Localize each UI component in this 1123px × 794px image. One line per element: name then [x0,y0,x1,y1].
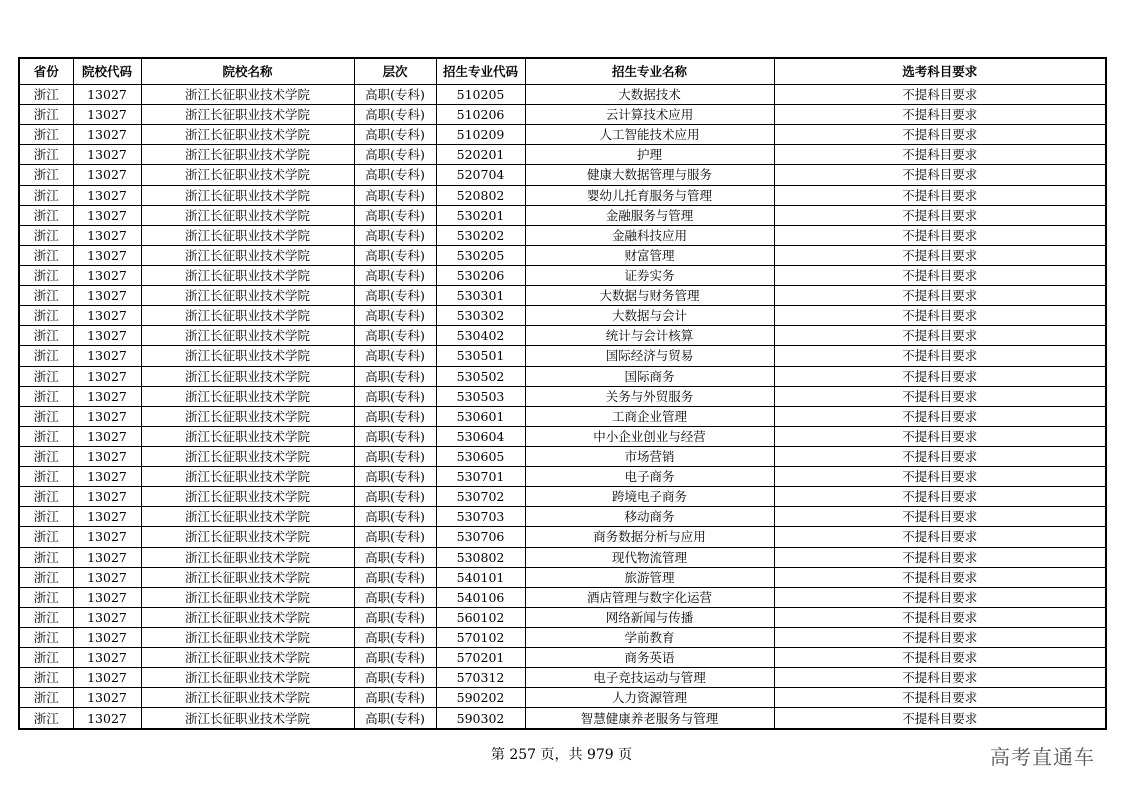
cell-school-code: 13027 [73,567,141,587]
cell-school-code: 13027 [73,627,141,647]
table-row [19,406,1106,426]
cell-major-name: 跨境电子商务 [525,487,774,507]
cell-school-code: 13027 [73,185,141,205]
cell-school-name: 浙江长征职业技术学院 [141,627,354,647]
cell-major-name: 人工智能技术应用 [525,125,774,145]
cell-subject-requirement: 不提科目要求 [774,567,1106,587]
table-row [19,446,1106,466]
cell-province: 浙江 [19,487,73,507]
cell-subject-requirement: 不提科目要求 [774,668,1106,688]
cell-major-code: 530601 [436,406,525,426]
cell-school-code: 13027 [73,165,141,185]
cell-major-code: 570201 [436,648,525,668]
cell-subject-requirement: 不提科目要求 [774,85,1106,105]
cell-major-code: 530706 [436,527,525,547]
table-row [19,205,1106,225]
table-row [19,286,1106,306]
cell-school-name: 浙江长征职业技术学院 [141,85,354,105]
table-row [19,587,1106,607]
cell-subject-requirement: 不提科目要求 [774,386,1106,406]
cell-major-name: 关务与外贸服务 [525,386,774,406]
cell-major-name: 大数据与财务管理 [525,286,774,306]
cell-subject-requirement: 不提科目要求 [774,648,1106,668]
cell-school-name: 浙江长征职业技术学院 [141,587,354,607]
cell-province: 浙江 [19,668,73,688]
table-row [19,105,1106,125]
cell-school-code: 13027 [73,487,141,507]
cell-school-code: 13027 [73,245,141,265]
cell-level: 高职(专科) [354,467,436,487]
cell-major-code: 530604 [436,426,525,446]
cell-school-name: 浙江长征职业技术学院 [141,366,354,386]
cell-school-code: 13027 [73,446,141,466]
cell-major-name: 网络新闻与传播 [525,607,774,627]
cell-school-name: 浙江长征职业技术学院 [141,406,354,426]
table-row [19,547,1106,567]
cell-province: 浙江 [19,648,73,668]
cell-level: 高职(专科) [354,145,436,165]
cell-level: 高职(专科) [354,165,436,185]
cell-school-name: 浙江长征职业技术学院 [141,607,354,627]
cell-level: 高职(专科) [354,286,436,306]
cell-level: 高职(专科) [354,185,436,205]
cell-school-name: 浙江长征职业技术学院 [141,125,354,145]
table-row [19,366,1106,386]
cell-major-code: 530701 [436,467,525,487]
cell-school-name: 浙江长征职业技术学院 [141,185,354,205]
cell-major-name: 商务英语 [525,648,774,668]
cell-subject-requirement: 不提科目要求 [774,185,1106,205]
table-row [19,507,1106,527]
cell-school-code: 13027 [73,426,141,446]
cell-major-name: 金融科技应用 [525,225,774,245]
cell-major-code: 540106 [436,587,525,607]
cell-level: 高职(专科) [354,547,436,567]
cell-province: 浙江 [19,567,73,587]
cell-level: 高职(专科) [354,346,436,366]
cell-school-name: 浙江长征职业技术学院 [141,165,354,185]
cell-school-name: 浙江长征职业技术学院 [141,708,354,729]
cell-subject-requirement: 不提科目要求 [774,326,1106,346]
cell-school-name: 浙江长征职业技术学院 [141,648,354,668]
cell-province: 浙江 [19,326,73,346]
cell-school-code: 13027 [73,406,141,426]
cell-school-code: 13027 [73,125,141,145]
cell-school-name: 浙江长征职业技术学院 [141,446,354,466]
cell-subject-requirement: 不提科目要求 [774,346,1106,366]
cell-major-code: 530605 [436,446,525,466]
cell-school-name: 浙江长征职业技术学院 [141,426,354,446]
cell-level: 高职(专科) [354,607,436,627]
cell-province: 浙江 [19,527,73,547]
cell-major-code: 520802 [436,185,525,205]
cell-school-name: 浙江长征职业技术学院 [141,286,354,306]
cell-major-code: 510205 [436,85,525,105]
cell-province: 浙江 [19,286,73,306]
cell-major-code: 590302 [436,708,525,729]
cell-level: 高职(专科) [354,386,436,406]
cell-major-name: 工商企业管理 [525,406,774,426]
cell-major-name: 智慧健康养老服务与管理 [525,708,774,729]
cell-major-code: 570102 [436,627,525,647]
cell-major-name: 证券实务 [525,265,774,285]
cell-level: 高职(专科) [354,225,436,245]
cell-school-code: 13027 [73,668,141,688]
cell-major-code: 530205 [436,245,525,265]
cell-level: 高职(专科) [354,648,436,668]
cell-province: 浙江 [19,627,73,647]
cell-subject-requirement: 不提科目要求 [774,225,1106,245]
cell-major-name: 统计与会计核算 [525,326,774,346]
cell-province: 浙江 [19,607,73,627]
cell-school-name: 浙江长征职业技术学院 [141,547,354,567]
cell-major-code: 510209 [436,125,525,145]
cell-school-name: 浙江长征职业技术学院 [141,105,354,125]
cell-level: 高职(专科) [354,85,436,105]
cell-school-code: 13027 [73,648,141,668]
cell-subject-requirement: 不提科目要求 [774,165,1106,185]
cell-province: 浙江 [19,225,73,245]
cell-subject-requirement: 不提科目要求 [774,105,1106,125]
header-school-code: 院校代码 [73,58,141,85]
cell-school-code: 13027 [73,326,141,346]
cell-school-name: 浙江长征职业技术学院 [141,487,354,507]
cell-major-name: 移动商务 [525,507,774,527]
cell-level: 高职(专科) [354,487,436,507]
table-row [19,426,1106,446]
cell-major-code: 570312 [436,668,525,688]
cell-province: 浙江 [19,306,73,326]
table-row [19,487,1106,507]
table-row [19,467,1106,487]
cell-major-code: 530501 [436,346,525,366]
cell-major-name: 市场营销 [525,446,774,466]
cell-province: 浙江 [19,688,73,708]
table-row [19,627,1106,647]
cell-school-code: 13027 [73,306,141,326]
cell-major-code: 530802 [436,547,525,567]
cell-school-name: 浙江长征职业技术学院 [141,205,354,225]
cell-school-code: 13027 [73,85,141,105]
cell-major-code: 530301 [436,286,525,306]
cell-province: 浙江 [19,165,73,185]
cell-province: 浙江 [19,105,73,125]
watermark: 高考直通车 [990,745,1095,769]
cell-province: 浙江 [19,85,73,105]
table-row [19,306,1106,326]
cell-school-code: 13027 [73,386,141,406]
cell-level: 高职(专科) [354,125,436,145]
cell-province: 浙江 [19,386,73,406]
cell-subject-requirement: 不提科目要求 [774,607,1106,627]
cell-school-code: 13027 [73,527,141,547]
cell-province: 浙江 [19,547,73,567]
cell-school-name: 浙江长征职业技术学院 [141,507,354,527]
cell-school-code: 13027 [73,225,141,245]
cell-school-code: 13027 [73,366,141,386]
cell-province: 浙江 [19,708,73,729]
cell-major-code: 530702 [436,487,525,507]
cell-school-name: 浙江长征职业技术学院 [141,306,354,326]
cell-level: 高职(专科) [354,406,436,426]
cell-major-name: 婴幼儿托育服务与管理 [525,185,774,205]
cell-level: 高职(专科) [354,527,436,547]
cell-subject-requirement: 不提科目要求 [774,125,1106,145]
cell-subject-requirement: 不提科目要求 [774,446,1106,466]
cell-school-code: 13027 [73,587,141,607]
cell-major-code: 590202 [436,688,525,708]
table-row [19,326,1106,346]
cell-major-name: 大数据与会计 [525,306,774,326]
cell-subject-requirement: 不提科目要求 [774,406,1106,426]
cell-province: 浙江 [19,185,73,205]
cell-level: 高职(专科) [354,587,436,607]
cell-level: 高职(专科) [354,668,436,688]
cell-province: 浙江 [19,467,73,487]
cell-school-name: 浙江长征职业技术学院 [141,225,354,245]
header-school-name: 院校名称 [141,58,354,85]
header-major-code: 招生专业代码 [436,58,525,85]
cell-level: 高职(专科) [354,567,436,587]
cell-major-name: 电子竞技运动与管理 [525,668,774,688]
cell-school-code: 13027 [73,547,141,567]
cell-major-name: 财富管理 [525,245,774,265]
cell-subject-requirement: 不提科目要求 [774,688,1106,708]
table-row [19,567,1106,587]
cell-level: 高职(专科) [354,507,436,527]
cell-subject-requirement: 不提科目要求 [774,527,1106,547]
cell-province: 浙江 [19,406,73,426]
cell-province: 浙江 [19,145,73,165]
cell-major-code: 560102 [436,607,525,627]
cell-level: 高职(专科) [354,446,436,466]
cell-major-name: 中小企业创业与经营 [525,426,774,446]
cell-major-name: 国际经济与贸易 [525,346,774,366]
cell-province: 浙江 [19,587,73,607]
cell-level: 高职(专科) [354,205,436,225]
table-row [19,648,1106,668]
cell-major-code: 530502 [436,366,525,386]
cell-level: 高职(专科) [354,708,436,729]
table-row [19,165,1106,185]
cell-subject-requirement: 不提科目要求 [774,265,1106,285]
cell-major-name: 健康大数据管理与服务 [525,165,774,185]
cell-major-code: 520201 [436,145,525,165]
cell-school-code: 13027 [73,346,141,366]
cell-province: 浙江 [19,125,73,145]
cell-province: 浙江 [19,446,73,466]
cell-province: 浙江 [19,426,73,446]
cell-major-name: 大数据技术 [525,85,774,105]
cell-major-name: 旅游管理 [525,567,774,587]
cell-level: 高职(专科) [354,306,436,326]
cell-level: 高职(专科) [354,688,436,708]
table-row [19,688,1106,708]
cell-level: 高职(专科) [354,245,436,265]
table-row [19,386,1106,406]
cell-major-name: 云计算技术应用 [525,105,774,125]
table-row [19,708,1106,729]
table-row [19,668,1106,688]
header-subject-requirement: 选考科目要求 [774,58,1106,85]
cell-school-name: 浙江长征职业技术学院 [141,326,354,346]
cell-subject-requirement: 不提科目要求 [774,426,1106,446]
cell-school-name: 浙江长征职业技术学院 [141,265,354,285]
cell-school-code: 13027 [73,467,141,487]
cell-major-name: 商务数据分析与应用 [525,527,774,547]
table-row [19,265,1106,285]
page-number: 第 257 页，共 979 页 [490,747,633,763]
cell-school-name: 浙江长征职业技术学院 [141,145,354,165]
cell-major-name: 酒店管理与数字化运营 [525,587,774,607]
cell-school-code: 13027 [73,205,141,225]
cell-major-code: 530402 [436,326,525,346]
cell-subject-requirement: 不提科目要求 [774,366,1106,386]
header-level: 层次 [354,58,436,85]
cell-major-name: 国际商务 [525,366,774,386]
cell-major-code: 530201 [436,205,525,225]
cell-subject-requirement: 不提科目要求 [774,467,1106,487]
cell-major-code: 530302 [436,306,525,326]
cell-level: 高职(专科) [354,366,436,386]
cell-province: 浙江 [19,205,73,225]
cell-province: 浙江 [19,366,73,386]
table-header-row [19,58,1106,85]
cell-major-code: 510206 [436,105,525,125]
cell-major-code: 530206 [436,265,525,285]
table-row [19,607,1106,627]
cell-level: 高职(专科) [354,426,436,446]
cell-major-name: 金融服务与管理 [525,205,774,225]
table-body [19,85,1106,730]
cell-school-name: 浙江长征职业技术学院 [141,346,354,366]
cell-major-name: 学前教育 [525,627,774,647]
table-row [19,245,1106,265]
cell-province: 浙江 [19,507,73,527]
cell-school-name: 浙江长征职业技术学院 [141,527,354,547]
table-row [19,125,1106,145]
cell-subject-requirement: 不提科目要求 [774,627,1106,647]
cell-major-name: 护理 [525,145,774,165]
cell-subject-requirement: 不提科目要求 [774,286,1106,306]
cell-major-code: 520704 [436,165,525,185]
cell-major-name: 人力资源管理 [525,688,774,708]
cell-province: 浙江 [19,265,73,285]
admissions-table [18,57,1107,730]
cell-subject-requirement: 不提科目要求 [774,205,1106,225]
cell-subject-requirement: 不提科目要求 [774,547,1106,567]
cell-subject-requirement: 不提科目要求 [774,708,1106,729]
cell-school-code: 13027 [73,688,141,708]
cell-school-code: 13027 [73,708,141,729]
cell-school-name: 浙江长征职业技术学院 [141,688,354,708]
cell-subject-requirement: 不提科目要求 [774,145,1106,165]
cell-school-name: 浙江长征职业技术学院 [141,467,354,487]
table-row [19,346,1106,366]
cell-province: 浙江 [19,245,73,265]
cell-subject-requirement: 不提科目要求 [774,507,1106,527]
header-major-name: 招生专业名称 [525,58,774,85]
cell-subject-requirement: 不提科目要求 [774,587,1106,607]
cell-major-code: 530202 [436,225,525,245]
cell-school-code: 13027 [73,286,141,306]
cell-subject-requirement: 不提科目要求 [774,245,1106,265]
cell-school-name: 浙江长征职业技术学院 [141,668,354,688]
cell-subject-requirement: 不提科目要求 [774,306,1106,326]
cell-level: 高职(专科) [354,326,436,346]
cell-major-code: 530703 [436,507,525,527]
cell-subject-requirement: 不提科目要求 [774,487,1106,507]
cell-school-code: 13027 [73,145,141,165]
cell-major-name: 现代物流管理 [525,547,774,567]
cell-province: 浙江 [19,346,73,366]
cell-level: 高职(专科) [354,265,436,285]
table-row [19,185,1106,205]
cell-school-code: 13027 [73,265,141,285]
cell-major-name: 电子商务 [525,467,774,487]
header-province: 省份 [19,58,73,85]
table-row [19,225,1106,245]
cell-level: 高职(专科) [354,105,436,125]
cell-school-code: 13027 [73,507,141,527]
cell-school-code: 13027 [73,607,141,627]
cell-school-code: 13027 [73,105,141,125]
table-row [19,145,1106,165]
table-row [19,527,1106,547]
cell-school-name: 浙江长征职业技术学院 [141,386,354,406]
cell-level: 高职(专科) [354,627,436,647]
table-row [19,85,1106,105]
cell-school-name: 浙江长征职业技术学院 [141,245,354,265]
cell-major-code: 540101 [436,567,525,587]
cell-major-code: 530503 [436,386,525,406]
cell-school-name: 浙江长征职业技术学院 [141,567,354,587]
